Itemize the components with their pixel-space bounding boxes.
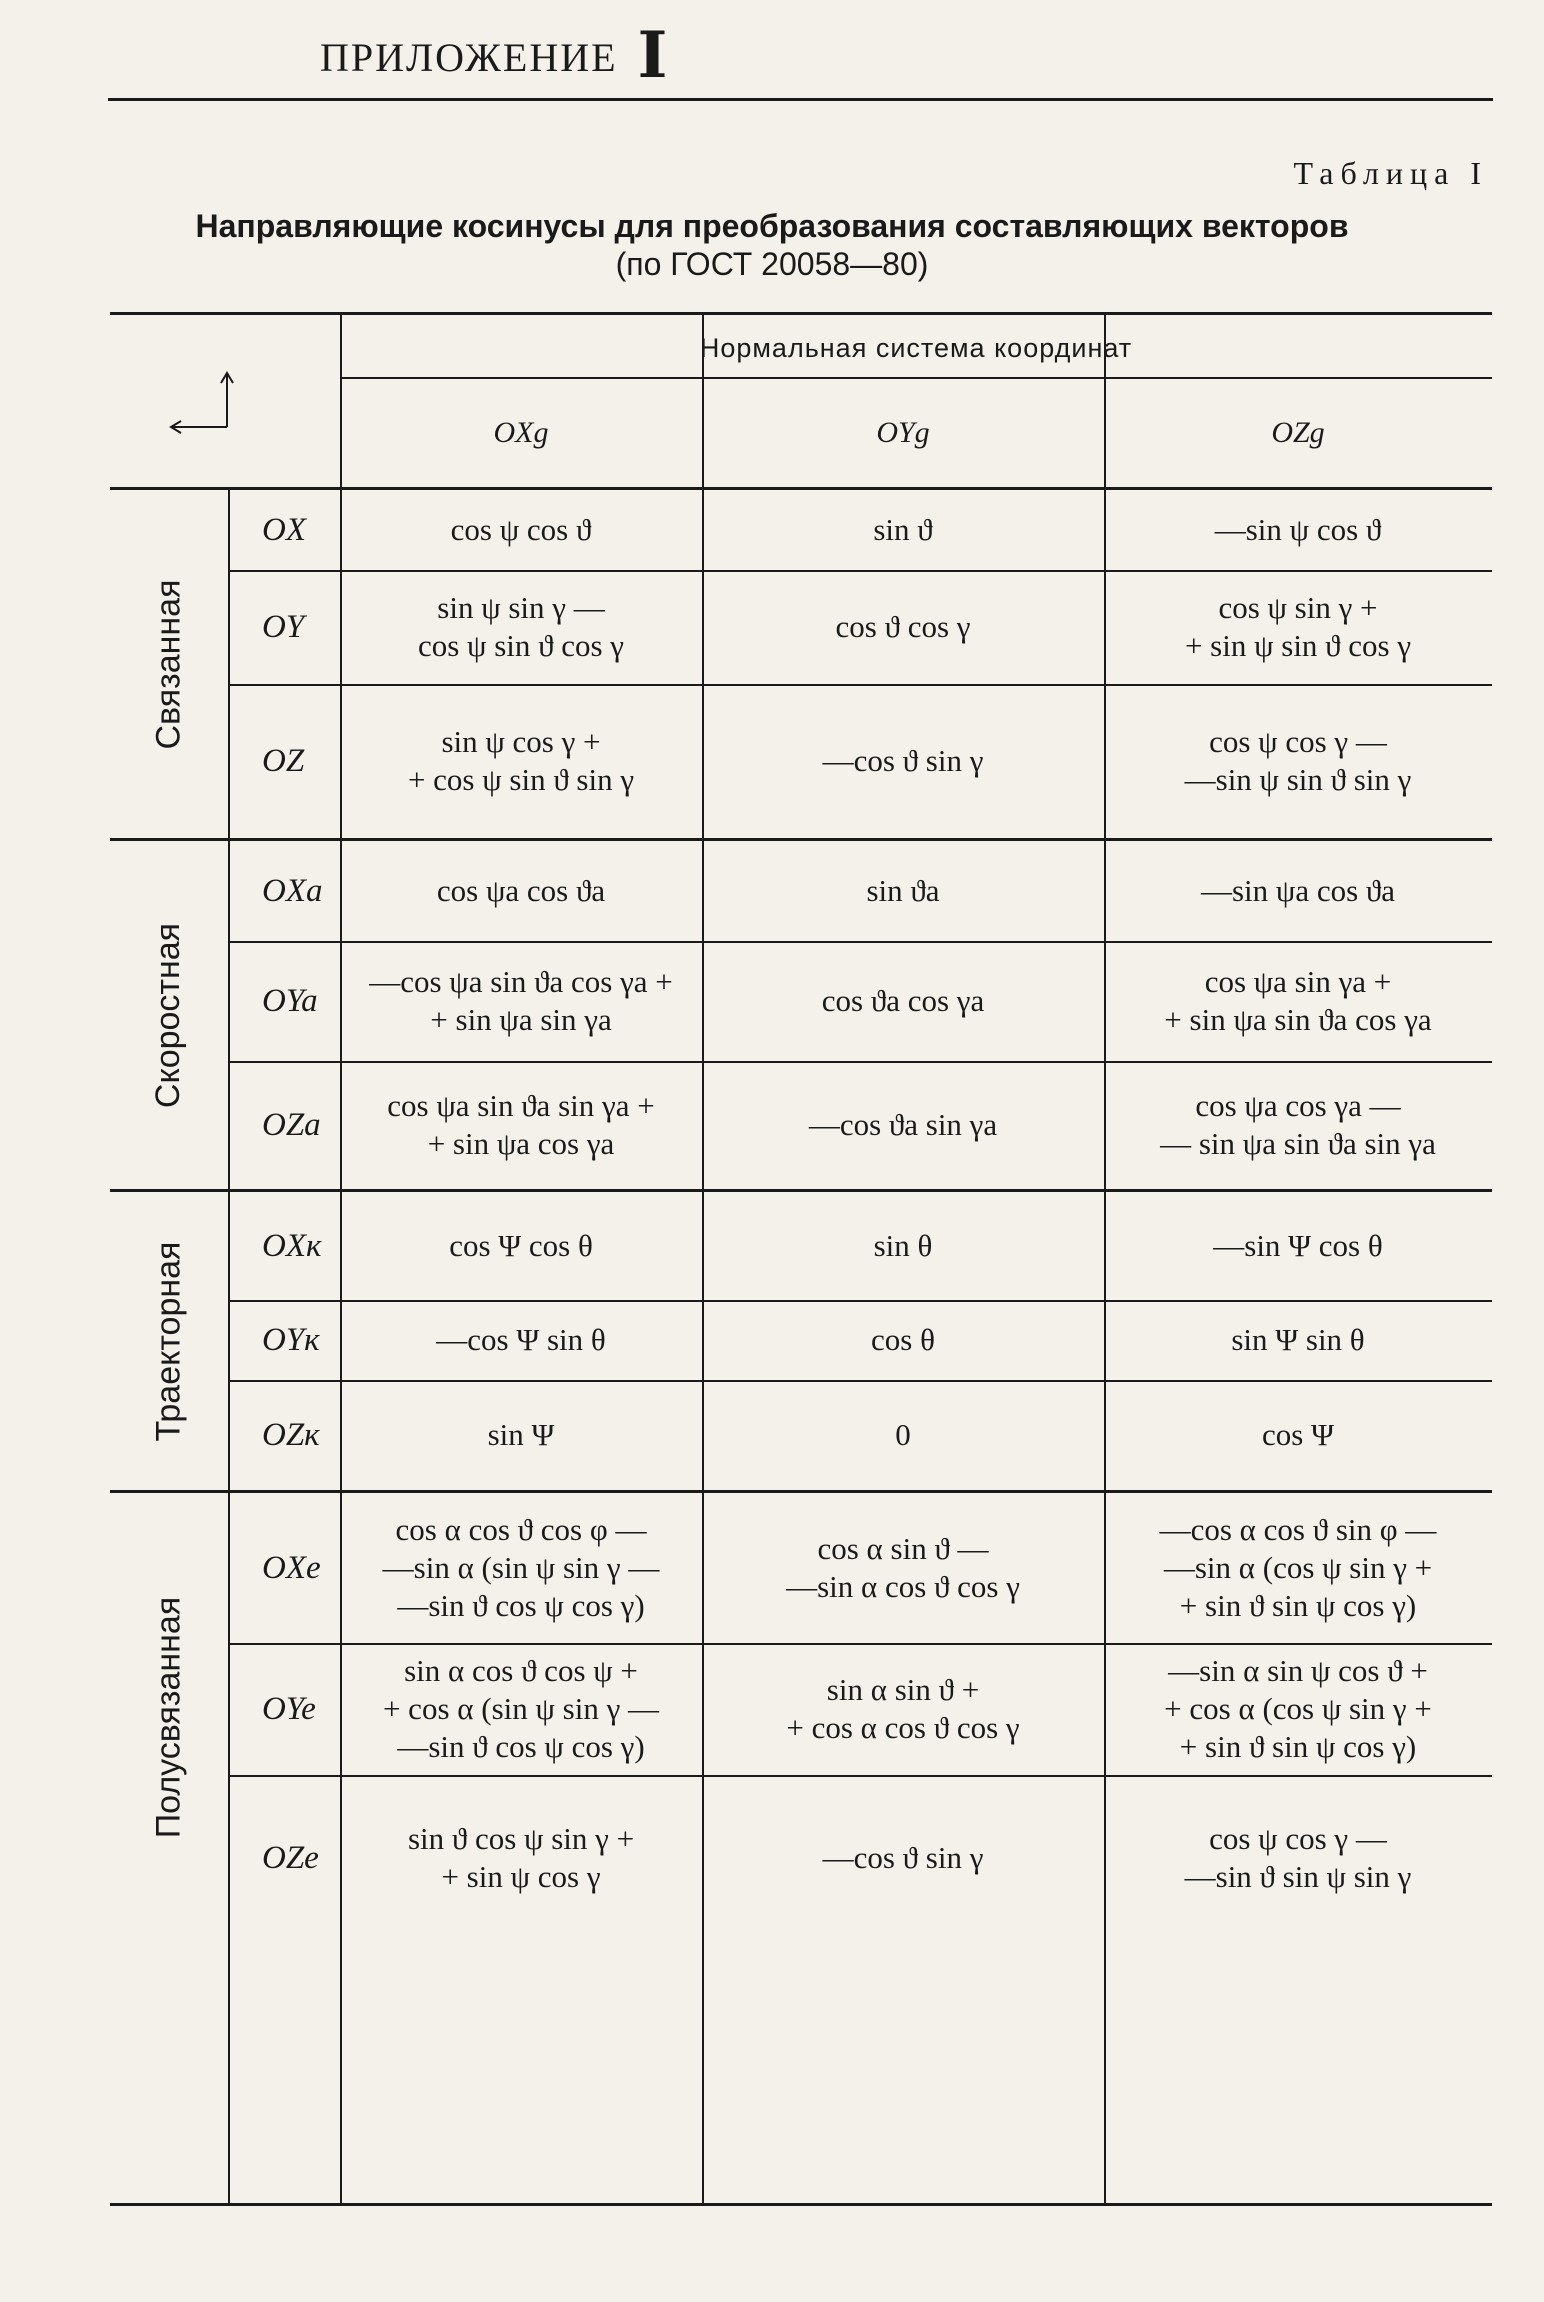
appendix-heading bbox=[320, 18, 669, 93]
cell-line: —cos ϑa sin γa bbox=[808, 1107, 998, 1142]
group-label bbox=[110, 1493, 228, 1941]
group-label bbox=[110, 1192, 228, 1490]
table-cell bbox=[702, 1380, 1104, 1490]
table-cell bbox=[340, 570, 702, 684]
table-cell bbox=[340, 1643, 702, 1775]
cell-line: —sin Ψ cos θ bbox=[1213, 1228, 1383, 1263]
table-cell bbox=[702, 841, 1104, 941]
cell-line: —sin ϑ sin ψ sin γ bbox=[1184, 1859, 1412, 1894]
cell-line: —sin α (sin ψ sin γ — bbox=[382, 1550, 660, 1585]
table-cell bbox=[702, 490, 1104, 570]
cell-line: —cos Ψ sin θ bbox=[436, 1322, 606, 1357]
cell-line: cos α sin ϑ — bbox=[817, 1531, 989, 1566]
cell-line: + sin ϑ sin ψ cos γ) bbox=[1179, 1588, 1417, 1623]
table-cell bbox=[1104, 1643, 1492, 1775]
cell-line: + sin ψ sin ϑ cos γ bbox=[1184, 628, 1412, 663]
cell-line: —sin α (cos ψ sin γ + bbox=[1163, 1550, 1433, 1585]
table-cell bbox=[1104, 841, 1492, 941]
row-axis-label: OXa bbox=[262, 873, 323, 909]
row-axis-label: OYa bbox=[262, 983, 318, 1019]
cell-line: —sin ψa cos ϑa bbox=[1200, 873, 1396, 908]
table-label: Таблица I bbox=[1293, 155, 1488, 191]
cell-line: —sin ψ sin ϑ sin γ bbox=[1184, 762, 1412, 797]
cell-line: —sin α cos ϑ cos γ bbox=[786, 1569, 1020, 1604]
cell-line: sin α sin ϑ + bbox=[826, 1672, 980, 1707]
cell-line: sin ψ cos γ + bbox=[441, 724, 601, 759]
table-title: Направляющие косинусы для преобразования составляющих векторов bbox=[195, 208, 1349, 244]
table-cell bbox=[1104, 941, 1492, 1061]
cell-line: sin Ψ bbox=[487, 1417, 555, 1452]
table-cell bbox=[702, 570, 1104, 684]
cell-line: sin ϑ bbox=[873, 512, 933, 547]
appendix-label: ПРИЛОЖЕНИЕ bbox=[320, 35, 618, 80]
axes-arrows-icon bbox=[165, 365, 245, 440]
group-label bbox=[110, 841, 228, 1189]
cell-line: cos ϑa cos γa bbox=[821, 983, 985, 1018]
table-cell bbox=[1104, 1775, 1492, 1941]
row-axis-label: OX bbox=[262, 512, 306, 548]
table-subtitle: (по ГОСТ 20058—80) bbox=[615, 246, 929, 282]
cell-line: sin ϑa bbox=[866, 873, 940, 908]
row-axis-label: OZ bbox=[262, 743, 305, 779]
table-cell bbox=[702, 941, 1104, 1061]
row-axis-label: OXe bbox=[262, 1550, 321, 1586]
cell-line: cos ψ cos γ — bbox=[1209, 1821, 1387, 1856]
cell-line: —cos ψa sin ϑa cos γa + bbox=[369, 964, 673, 999]
table-cell bbox=[340, 1300, 702, 1380]
cell-line: cos ψa sin γa + bbox=[1204, 964, 1392, 999]
table-cell bbox=[1104, 570, 1492, 684]
cell-line: sin θ bbox=[873, 1228, 933, 1263]
cell-line: —sin ϑ cos ψ cos γ) bbox=[397, 1588, 645, 1623]
cell-line: cos Ψ cos θ bbox=[449, 1228, 593, 1263]
direction-cosines-table bbox=[110, 312, 1492, 2206]
table-cell bbox=[702, 1192, 1104, 1300]
cell-line: + sin ψ cos γ bbox=[441, 1859, 601, 1894]
row-axis-label: OZк bbox=[262, 1417, 320, 1453]
table-cell bbox=[702, 1643, 1104, 1775]
row-axis-label: OZa bbox=[262, 1107, 321, 1143]
table-cell bbox=[1104, 1493, 1492, 1643]
cell-line: + cos α (cos ψ sin γ + bbox=[1164, 1691, 1432, 1726]
cell-line: cos Ψ bbox=[1262, 1417, 1334, 1452]
column-head-text: OYg bbox=[876, 416, 930, 449]
cell-line: cos ψ cos ϑ bbox=[450, 512, 592, 547]
table-cell bbox=[340, 1192, 702, 1300]
table-cell bbox=[702, 1300, 1104, 1380]
row-axis-label: OYк bbox=[262, 1322, 320, 1358]
table-cell bbox=[1104, 1300, 1492, 1380]
row-axis-label: OY bbox=[262, 609, 305, 645]
cell-line: —cos α cos ϑ sin φ — bbox=[1159, 1512, 1437, 1547]
column-head-oxg bbox=[340, 379, 702, 487]
cell-line: sin Ψ sin θ bbox=[1231, 1322, 1365, 1357]
table-cell bbox=[340, 941, 702, 1061]
cell-line: + cos ψ sin ϑ sin γ bbox=[407, 762, 635, 797]
cell-line: + cos α (sin ψ sin γ — bbox=[382, 1691, 660, 1726]
table-cell bbox=[340, 490, 702, 570]
row-axis-label: OXк bbox=[262, 1228, 322, 1264]
group-label bbox=[110, 490, 228, 838]
cell-line: —sin ϑ cos ψ cos γ) bbox=[397, 1729, 645, 1764]
row-axis-label: OZe bbox=[262, 1840, 319, 1876]
cell-line: —cos ϑ sin γ bbox=[822, 1840, 984, 1875]
cell-line: cos ψa sin ϑa sin γa + bbox=[387, 1088, 655, 1123]
cell-line: cos ψa cos ϑa bbox=[436, 873, 606, 908]
cell-line: cos θ bbox=[871, 1322, 935, 1357]
group-label-text: Скоростная bbox=[149, 922, 188, 1108]
cell-line: cos ϑ cos γ bbox=[835, 609, 971, 644]
table-cell bbox=[340, 684, 702, 838]
cell-line: cos ψ cos γ — bbox=[1209, 724, 1387, 759]
column-head-oyg bbox=[702, 379, 1104, 487]
cell-line: + sin ψa sin γa bbox=[430, 1002, 612, 1037]
top-rule bbox=[108, 98, 1493, 101]
table-cell bbox=[1104, 1380, 1492, 1490]
table-cell bbox=[702, 1493, 1104, 1643]
row-axis-label: OYe bbox=[262, 1691, 316, 1727]
cell-line: —sin ψ cos ϑ bbox=[1214, 512, 1382, 547]
table-cell bbox=[340, 841, 702, 941]
cell-line: —cos ϑ sin γ bbox=[822, 743, 984, 778]
table-cell bbox=[1104, 490, 1492, 570]
cell-line: cos ψ sin ϑ cos γ bbox=[417, 628, 625, 663]
table-cell bbox=[340, 1380, 702, 1490]
column-head-text: OZg bbox=[1271, 416, 1325, 449]
table-cell bbox=[702, 1061, 1104, 1189]
table-cell bbox=[702, 684, 1104, 838]
group-label-text: Полусвязанная bbox=[149, 1596, 188, 1838]
table-cell bbox=[1104, 684, 1492, 838]
table-cell bbox=[340, 1493, 702, 1643]
cell-line: + sin ψa cos γa bbox=[427, 1126, 615, 1161]
column-head-ozg bbox=[1104, 379, 1492, 487]
cell-line: 0 bbox=[895, 1417, 911, 1452]
cell-line: cos ψ sin γ + bbox=[1218, 590, 1378, 625]
column-head-text: OXg bbox=[493, 416, 549, 449]
appendix-number: I bbox=[637, 18, 670, 93]
group-label-text: Траекторная bbox=[149, 1241, 188, 1441]
cell-line: cos α cos ϑ cos φ — bbox=[395, 1512, 647, 1547]
cell-line: sin ψ sin γ — bbox=[437, 590, 605, 625]
cell-line: sin ϑ cos ψ sin γ + bbox=[407, 1821, 635, 1856]
cell-line: — sin ψa sin ϑa sin γa bbox=[1160, 1126, 1436, 1161]
cell-line: + cos α cos ϑ cos γ bbox=[786, 1710, 1020, 1745]
table-cell bbox=[340, 1061, 702, 1189]
header-system-caption: Нормальная система координат bbox=[699, 332, 1133, 363]
cell-line: + sin ψa sin ϑa cos γa bbox=[1164, 1002, 1432, 1037]
table-cell bbox=[1104, 1192, 1492, 1300]
cell-line: cos ψa cos γa — bbox=[1195, 1088, 1401, 1123]
cell-line: —sin α sin ψ cos ϑ + bbox=[1168, 1653, 1428, 1688]
table-cell bbox=[1104, 1061, 1492, 1189]
table-cell bbox=[702, 1775, 1104, 1941]
cell-line: + sin ϑ sin ψ cos γ) bbox=[1179, 1729, 1417, 1764]
group-label-text: Связанная bbox=[149, 578, 188, 750]
cell-line: sin α cos ϑ cos ψ + bbox=[404, 1653, 638, 1688]
table-cell bbox=[340, 1775, 702, 1941]
